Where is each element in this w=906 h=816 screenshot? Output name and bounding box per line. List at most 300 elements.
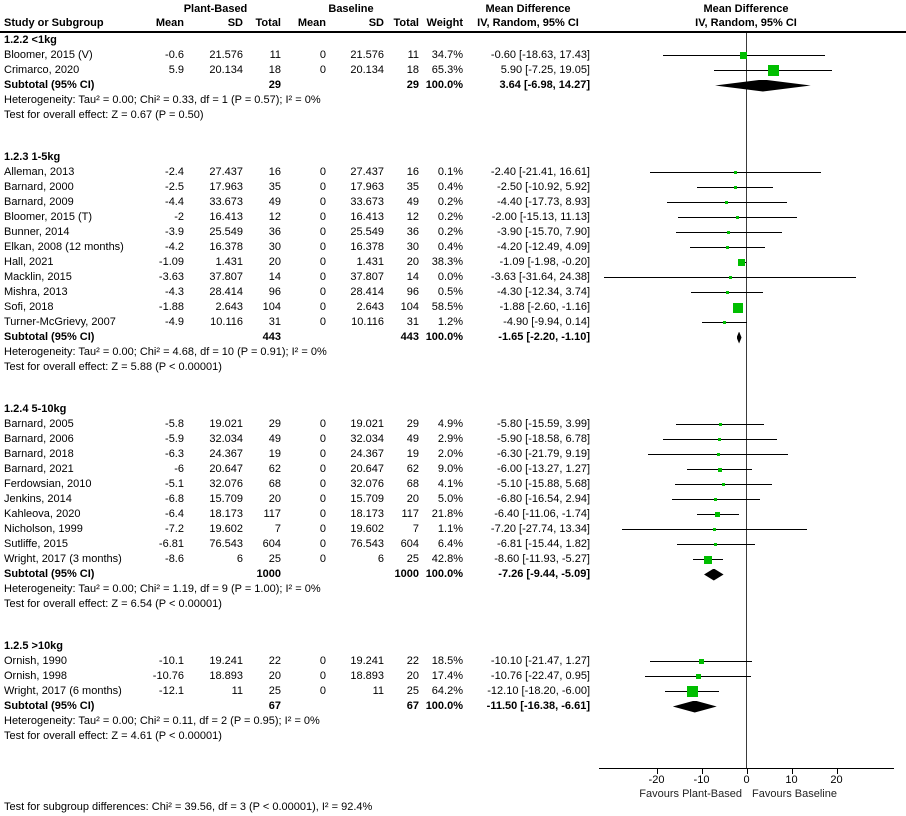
axis-tick-label: 10 (785, 774, 798, 786)
effect-square (726, 246, 729, 249)
plant-total: 25 (268, 685, 281, 697)
study-name: Nicholson, 1999 (4, 523, 83, 535)
subtotal-plant-total: 1000 (256, 568, 281, 580)
weight-value: 1.2% (437, 316, 463, 328)
plant-mean: -10.1 (158, 655, 184, 667)
baseline-total: 36 (406, 226, 419, 238)
plant-mean-header: Mean (155, 17, 184, 29)
baseline-mean: 0 (319, 286, 326, 298)
section-title-row (0, 33, 906, 48)
weight-value: 4.1% (437, 478, 463, 490)
baseline-mean: 0 (319, 670, 326, 682)
plant-mean: -2.5 (165, 181, 184, 193)
weight-value: 2.0% (437, 448, 463, 460)
weight-value: 0.2% (437, 211, 463, 223)
plant-mean: 5.9 (168, 64, 184, 76)
section-title-row (0, 150, 906, 165)
study-name: Barnard, 2009 (4, 196, 74, 208)
weight-value: 38.3% (431, 256, 463, 268)
overall-effect-text: Test for overall effect: Z = 5.88 (P < 0.00001) (4, 361, 222, 373)
plant-mean: -4.9 (165, 316, 184, 328)
study-name: Barnard, 2006 (4, 433, 74, 445)
ci-text: -6.00 [-13.27, 1.27] (497, 463, 590, 475)
ci-text: -3.90 [-15.70, 7.90] (497, 226, 590, 238)
overall-effect-text: Test for overall effect: Z = 6.54 (P < 0.00001) (4, 598, 222, 610)
section-title: 1.2.5 >10kg (4, 640, 64, 652)
study-name: Ornish, 1998 (4, 670, 67, 682)
plant-total: 16 (268, 166, 281, 178)
plant-mean: -3.63 (158, 271, 184, 283)
plant-total: 20 (268, 670, 281, 682)
study-row (0, 315, 906, 330)
ci-text: -0.60 [-18.63, 17.43] (490, 49, 590, 61)
plant-mean: -5.9 (165, 433, 184, 445)
plant-total: 14 (268, 271, 281, 283)
plant-mean: -4.3 (165, 286, 184, 298)
baseline-total: 19 (406, 448, 419, 460)
subtotal-plant-total: 443 (262, 331, 281, 343)
effect-square (725, 201, 728, 204)
plant-total: 49 (268, 433, 281, 445)
effect-square (696, 674, 701, 679)
effect-square (717, 453, 720, 456)
plant-sd: 16.378 (209, 241, 243, 253)
baseline-mean: 0 (319, 49, 326, 61)
plant-total: 604 (262, 538, 281, 550)
effect-square (713, 528, 716, 531)
effect-square (740, 52, 747, 59)
ci-text: -4.20 [-12.49, 4.09] (497, 241, 590, 253)
weight-value: 42.8% (431, 553, 463, 565)
baseline-total: 16 (406, 166, 419, 178)
baseline-total: 18 (406, 64, 419, 76)
weight-value: 17.4% (431, 670, 463, 682)
plant-total: 7 (274, 523, 281, 535)
plant-total: 22 (268, 655, 281, 667)
baseline-mean: 0 (319, 181, 326, 193)
summary-diamond (704, 569, 724, 581)
effect-square (736, 216, 739, 219)
axis-tick-label: -20 (648, 774, 665, 786)
header-column-row (0, 16, 906, 31)
baseline-total: 68 (406, 478, 419, 490)
study-row (0, 462, 906, 477)
plant-total: 29 (268, 418, 281, 430)
heterogeneity-row (0, 714, 906, 729)
baseline-sd: 19.602 (350, 523, 384, 535)
weight-value: 0.4% (437, 181, 463, 193)
plant-total-header: Total (255, 17, 281, 29)
heterogeneity-row (0, 345, 906, 360)
study-row (0, 165, 906, 180)
iv-random-plot-header: IV, Random, 95% CI (695, 17, 797, 29)
baseline-mean: 0 (319, 553, 326, 565)
subtotal-baseline-total: 1000 (394, 568, 419, 580)
heterogeneity-text: Heterogeneity: Tau² = 0.00; Chi² = 1.19, df = 9 (P = 1.00); I² = 0% (4, 583, 321, 595)
weight-value: 0.2% (437, 226, 463, 238)
ci-text: -6.81 [-15.44, 1.82] (497, 538, 590, 550)
plant-mean: -1.09 (158, 256, 184, 268)
subgroup-section (0, 33, 906, 123)
plant-total: 19 (268, 448, 281, 460)
plant-sd: 18.893 (209, 670, 243, 682)
subtotal-row (0, 78, 906, 93)
baseline-mean: 0 (319, 316, 326, 328)
baseline-sd: 15.709 (350, 493, 384, 505)
plant-mean: -8.6 (165, 553, 184, 565)
effect-square (714, 543, 717, 546)
weight-value: 2.9% (437, 433, 463, 445)
plant-total: 68 (268, 478, 281, 490)
study-name: Wright, 2017 (6 months) (4, 685, 122, 697)
baseline-mean: 0 (319, 196, 326, 208)
plant-mean: -4.2 (165, 241, 184, 253)
plant-mean: -6.4 (165, 508, 184, 520)
baseline-mean: 0 (319, 538, 326, 550)
ci-text: -10.10 [-21.47, 1.27] (490, 655, 590, 667)
ci-text: -5.10 [-15.88, 5.68] (497, 478, 590, 490)
weight-value: 9.0% (437, 463, 463, 475)
weight-value: 34.7% (431, 49, 463, 61)
sections-container (0, 33, 906, 744)
baseline-total: 29 (406, 418, 419, 430)
plant-mean: -10.76 (152, 670, 184, 682)
plant-sd: 20.134 (209, 64, 243, 76)
baseline-total-header: Total (393, 17, 419, 29)
baseline-total: 7 (412, 523, 419, 535)
plant-total: 18 (268, 64, 281, 76)
overall-effect-text: Test for overall effect: Z = 0.67 (P = 0.50) (4, 109, 204, 121)
baseline-sd: 19.241 (350, 655, 384, 667)
plant-mean: -6.3 (165, 448, 184, 460)
mean-difference-plot-header: Mean Difference (703, 3, 789, 15)
study-name: Turner-McGrievy, 2007 (4, 316, 116, 328)
effect-square (704, 556, 712, 564)
weight-value: 18.5% (431, 655, 463, 667)
subtotal-baseline-total: 29 (406, 79, 419, 91)
ci-text: -6.30 [-21.79, 9.19] (497, 448, 590, 460)
subgroup-section (0, 402, 906, 612)
baseline-sd: 10.116 (351, 316, 384, 328)
section-title: 1.2.4 5-10kg (4, 403, 67, 415)
baseline-total: 25 (406, 553, 419, 565)
baseline-total: 22 (406, 655, 419, 667)
favours-right-label: Favours Baseline (752, 788, 837, 800)
weight-value: 0.5% (437, 286, 463, 298)
baseline-sd: 37.807 (350, 271, 384, 283)
subtotal-baseline-total: 67 (406, 700, 419, 712)
plant-mean: -3.9 (165, 226, 184, 238)
baseline-total: 20 (406, 493, 419, 505)
mean-difference-text-header: Mean Difference (485, 3, 571, 15)
subtotal-ci-text: -7.26 [-9.44, -5.09] (498, 568, 590, 580)
plant-sd: 28.414 (209, 286, 243, 298)
study-row (0, 507, 906, 522)
effect-square (727, 231, 730, 234)
baseline-sd: 1.431 (356, 256, 384, 268)
baseline-sd: 28.414 (350, 286, 384, 298)
plant-sd: 18.173 (209, 508, 243, 520)
study-row (0, 552, 906, 567)
baseline-mean: 0 (319, 166, 326, 178)
baseline-total: 11 (407, 49, 419, 61)
study-name: Macklin, 2015 (4, 271, 72, 283)
plant-sd: 24.367 (209, 448, 243, 460)
heterogeneity-text: Heterogeneity: Tau² = 0.00; Chi² = 0.33, df = 1 (P = 0.57); I² = 0% (4, 94, 321, 106)
effect-square (734, 171, 737, 174)
study-name: Barnard, 2021 (4, 463, 74, 475)
axis-tick-label: 20 (830, 774, 843, 786)
baseline-total: 30 (406, 241, 419, 253)
plant-sd: 33.673 (209, 196, 243, 208)
subtotal-ci-text: 3.64 [-6.98, 14.27] (499, 79, 590, 91)
study-row (0, 300, 906, 315)
baseline-total: 20 (406, 670, 419, 682)
effect-square (715, 512, 720, 517)
ci-text: -2.00 [-15.13, 11.13] (491, 211, 590, 223)
heterogeneity-row (0, 582, 906, 597)
baseline-sd: 6 (377, 553, 384, 565)
heterogeneity-text: Heterogeneity: Tau² = 0.00; Chi² = 0.11, df = 2 (P = 0.95); I² = 0% (4, 715, 320, 727)
study-row (0, 654, 906, 669)
ci-text: -1.88 [-2.60, -1.16] (499, 301, 590, 313)
baseline-mean: 0 (319, 448, 326, 460)
study-row (0, 447, 906, 462)
study-name: Sutliffe, 2015 (4, 538, 69, 550)
weight-value: 4.9% (437, 418, 463, 430)
plant-mean: -2.4 (165, 166, 184, 178)
study-row (0, 180, 906, 195)
ci-text: -12.10 [-18.20, -6.00] (487, 685, 590, 697)
baseline-total: 117 (401, 508, 419, 520)
baseline-mean: 0 (319, 301, 326, 313)
summary-diamond (737, 332, 742, 344)
baseline-mean: 0 (319, 523, 326, 535)
plant-sd: 11 (231, 685, 243, 697)
ci-text: -5.80 [-15.59, 3.99] (497, 418, 590, 430)
plant-total: 49 (268, 196, 281, 208)
weight-header: Weight (426, 17, 463, 29)
plant-sd: 32.076 (209, 478, 243, 490)
baseline-sd: 25.549 (350, 226, 384, 238)
overall-effect-text: Test for overall effect: Z = 4.61 (P < 0.00001) (4, 730, 222, 742)
baseline-mean: 0 (319, 655, 326, 667)
subtotal-ci-text: -1.65 [-2.20, -1.10] (498, 331, 590, 343)
study-row (0, 210, 906, 225)
study-name: Ferdowsian, 2010 (4, 478, 92, 490)
study-name: Bloomer, 2015 (T) (4, 211, 93, 223)
plant-sd: 6 (236, 553, 243, 565)
plant-sd: 2.643 (215, 301, 243, 313)
ci-text: -5.90 [-18.58, 6.78] (497, 433, 590, 445)
heterogeneity-text: Heterogeneity: Tau² = 0.00; Chi² = 4.68, df = 10 (P = 0.91); I² = 0% (4, 346, 327, 358)
ci-text: -3.63 [-31.64, 24.38] (490, 271, 590, 283)
study-row (0, 285, 906, 300)
plant-sd: 27.437 (209, 166, 243, 178)
weight-value: 64.2% (431, 685, 463, 697)
plant-total: 62 (268, 463, 281, 475)
plant-mean: -1.88 (158, 301, 184, 313)
study-name: Barnard, 2000 (4, 181, 74, 193)
plant-total: 25 (268, 553, 281, 565)
plant-mean: -5.8 (165, 418, 184, 430)
baseline-sd: 11 (372, 685, 384, 697)
study-name: Ornish, 1990 (4, 655, 67, 667)
weight-value: 0.1% (437, 166, 463, 178)
subtotal-row (0, 330, 906, 345)
baseline-total: 104 (400, 301, 419, 313)
ci-text: -10.76 [-22.47, 0.95] (490, 670, 590, 682)
plant-sd: 19.021 (209, 418, 243, 430)
baseline-total: 49 (406, 196, 419, 208)
ci-text: -1.09 [-1.98, -0.20] (499, 256, 590, 268)
plant-total: 11 (269, 49, 281, 61)
overall-effect-row (0, 108, 906, 123)
heterogeneity-row (0, 93, 906, 108)
plant-sd: 19.602 (209, 523, 243, 535)
baseline-sd: 24.367 (350, 448, 384, 460)
baseline-mean: 0 (319, 478, 326, 490)
study-name: Bloomer, 2015 (V) (4, 49, 93, 61)
study-name: Elkan, 2008 (12 months) (4, 241, 124, 253)
ci-text: -2.50 [-10.92, 5.92] (497, 181, 590, 193)
weight-value: 0.0% (437, 271, 463, 283)
study-row (0, 195, 906, 210)
plant-total: 104 (262, 301, 281, 313)
study-name: Wright, 2017 (3 months) (4, 553, 122, 565)
study-row (0, 492, 906, 507)
plant-total: 31 (268, 316, 281, 328)
plant-sd: 15.709 (209, 493, 243, 505)
axis-tick-label: 0 (743, 774, 750, 786)
baseline-sd: 21.576 (350, 49, 384, 61)
weight-value: 6.4% (437, 538, 463, 550)
baseline-sd: 18.173 (350, 508, 384, 520)
effect-square (733, 303, 743, 313)
effect-square (714, 498, 717, 501)
plant-sd: 1.431 (215, 256, 243, 268)
plant-sd: 20.647 (209, 463, 243, 475)
baseline-sd: 16.413 (350, 211, 384, 223)
study-name: Jenkins, 2014 (4, 493, 72, 505)
effect-square (738, 259, 745, 266)
subtotal-label: Subtotal (95% CI) (4, 700, 95, 712)
baseline-mean: 0 (319, 256, 326, 268)
ci-text: -6.80 [-16.54, 2.94] (497, 493, 590, 505)
baseline-mean: 0 (319, 418, 326, 430)
baseline-mean: 0 (319, 493, 326, 505)
subgroup-difference-test: Test for subgroup differences: Chi² = 39.56, df = 3 (P < 0.00001), I² = 92.4% (4, 801, 373, 813)
plant-mean: -12.1 (158, 685, 184, 697)
plant-sd: 76.543 (209, 538, 243, 550)
ci-text: -4.40 [-17.73, 8.93] (497, 196, 590, 208)
baseline-mean: 0 (319, 226, 326, 238)
effect-square (718, 438, 721, 441)
weight-value: 5.0% (437, 493, 463, 505)
study-row (0, 255, 906, 270)
study-row (0, 270, 906, 285)
ci-text: -4.30 [-12.34, 3.74] (497, 286, 590, 298)
baseline-total: 12 (406, 211, 419, 223)
study-name: Crimarco, 2020 (4, 64, 80, 76)
weight-value: 0.2% (437, 196, 463, 208)
subgroup-section (0, 639, 906, 744)
baseline-sd: 20.134 (350, 64, 384, 76)
study-row (0, 684, 906, 699)
plant-based-group-header: Plant-Based (183, 3, 248, 15)
study-column-header: Study or Subgroup (4, 17, 104, 29)
baseline-sd: 76.543 (350, 538, 384, 550)
study-row (0, 522, 906, 537)
baseline-sd: 20.647 (350, 463, 384, 475)
baseline-group-header: Baseline (328, 3, 374, 15)
baseline-total: 49 (406, 433, 419, 445)
baseline-total: 62 (406, 463, 419, 475)
plant-total: 20 (268, 493, 281, 505)
plant-sd-header: SD (227, 17, 243, 29)
study-row (0, 240, 906, 255)
study-name: Barnard, 2005 (4, 418, 74, 430)
study-row (0, 432, 906, 447)
subtotal-weight: 100.0% (425, 79, 463, 91)
baseline-sd: 18.893 (350, 670, 384, 682)
axis-tick-label: -10 (693, 774, 710, 786)
effect-square (699, 659, 704, 664)
plant-sd: 10.116 (210, 316, 243, 328)
baseline-total: 35 (406, 181, 419, 193)
subtotal-label: Subtotal (95% CI) (4, 79, 95, 91)
plant-sd: 19.241 (209, 655, 243, 667)
effect-square (687, 686, 698, 697)
weight-value: 21.8% (431, 508, 463, 520)
section-title-row (0, 402, 906, 417)
subtotal-label: Subtotal (95% CI) (4, 568, 95, 580)
effect-square (726, 291, 729, 294)
plant-sd: 25.549 (209, 226, 243, 238)
study-row (0, 63, 906, 78)
subtotal-weight: 100.0% (425, 568, 463, 580)
study-row (0, 417, 906, 432)
study-name: Kahleova, 2020 (4, 508, 81, 520)
baseline-sd: 33.673 (350, 196, 384, 208)
overall-effect-row (0, 360, 906, 375)
plant-mean: -6.8 (165, 493, 184, 505)
baseline-mean: 0 (319, 211, 326, 223)
plant-total: 35 (268, 181, 281, 193)
effect-square (729, 276, 732, 279)
section-title-row (0, 639, 906, 654)
subgroup-section (0, 150, 906, 375)
baseline-total: 20 (406, 256, 419, 268)
header-group-row (0, 2, 906, 17)
subtotal-row (0, 567, 906, 582)
overall-effect-row (0, 597, 906, 612)
plant-sd: 16.413 (209, 211, 243, 223)
baseline-total: 604 (400, 538, 419, 550)
subtotal-baseline-total: 443 (400, 331, 419, 343)
plant-sd: 21.576 (209, 49, 243, 61)
subtotal-weight: 100.0% (425, 331, 463, 343)
baseline-mean: 0 (319, 271, 326, 283)
iv-random-text-header: IV, Random, 95% CI (477, 17, 579, 29)
baseline-mean: 0 (319, 433, 326, 445)
ci-text: -8.60 [-11.93, -5.27] (494, 553, 590, 565)
baseline-total: 96 (406, 286, 419, 298)
plant-mean: -6 (174, 463, 184, 475)
plant-sd: 32.034 (209, 433, 243, 445)
study-row (0, 537, 906, 552)
ci-text: -4.90 [-9.94, 0.14] (503, 316, 590, 328)
